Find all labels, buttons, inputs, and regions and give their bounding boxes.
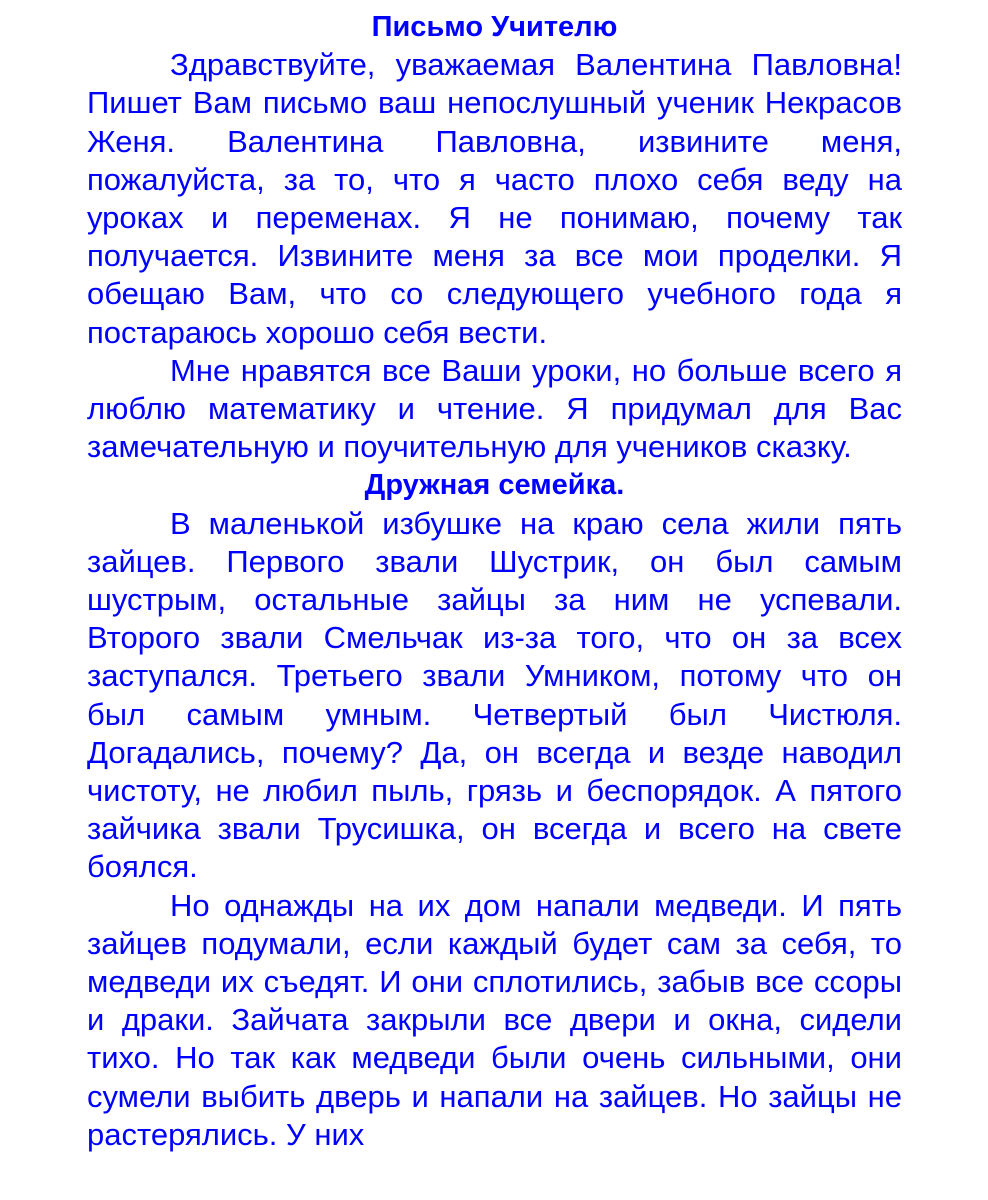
- story-title: Дружная семейка.: [364, 469, 625, 502]
- letter-paragraph-2: Мне нравятся все Ваши уроки, но больше всего я люблю математику и чтение. Я придумал для Вас замечательную и поучительную для учеников сказку.: [87, 352, 902, 465]
- story-paragraph-2: Но однажды на их дом напали медведи. И пять зайцев подумали, если каждый будет сам за себя, то медведи их съедят. И они сплотились, забыв все ссоры и драки. Зайчата закрыли все двери и окна, сидели тихо. Но так как медведи были очень сильными, они сумели выбить дверь и напали на зайцев. Но зайцы не растерялись. У них: [87, 887, 902, 1152]
- story-paragraph-1: В маленькой избушке на краю села жили пять зайцев. Первого звали Шустрик, он был самым шустрым, остальные зайцы за ним не успевали. Второго звали Смельчак из-за того, что он за всех заступался. Третьего звали Умником, потому что он был самым умным. Четвертый был Чистюля. Догадались, почему? Да, он всегда и везде наводил чистоту, не любил пыль, грязь и беспорядок. А пятого зайчика звали Трусишка, он всегда и всего на свете боялся.: [87, 505, 902, 885]
- document-page: [87, 8, 902, 1154]
- letter-title: Письмо Учителю: [371, 11, 618, 43]
- letter-paragraph-1: Здравствуйте, уважаемая Валентина Павловна! Пишет Вам письмо ваш непослушный ученик Некрасов Женя. Валентина Павловна, извините меня, пожалуйста, за то, что я часто плохо себя веду на уроках и переменах. Я не понимаю, почему так получается. Извините меня за все мои проделки. Я обещаю Вам, что со следующего учебного года я постараюсь хорошо себя вести.: [87, 47, 902, 350]
